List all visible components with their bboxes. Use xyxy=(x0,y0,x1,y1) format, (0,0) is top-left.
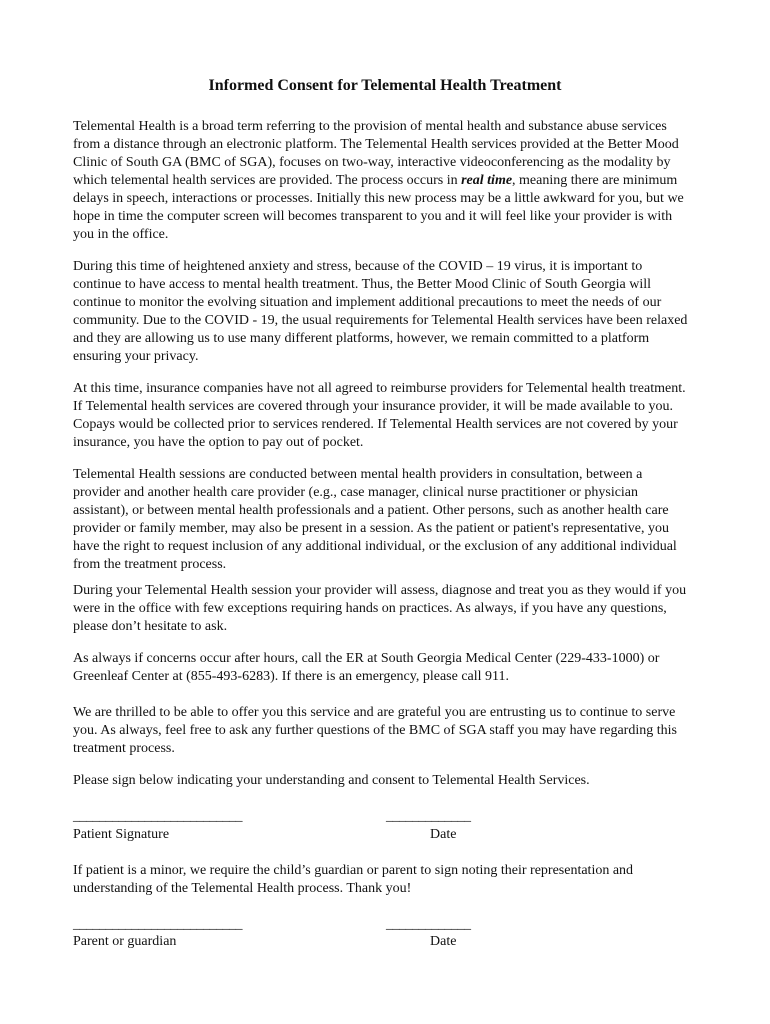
patient-signature-label: Patient Signature xyxy=(73,827,170,842)
session-participants-paragraph: Telemental Health sessions are conducted between mental health providers in consultation, between a provider and another health care provider (e.g., case manager, clinical nurse practitioner or physician assistant), or between mental health professionals and a patient. Other persons, such as another health care provider or family member, may also be present in a session. As the patient or patient's representative, you have the right to request inclusion of any additional individual, or the exclusion of any additional individual from the treatment process. xyxy=(73,467,677,572)
guardian-date-line[interactable]: _____________ xyxy=(386,917,471,932)
document-title: Informed Consent for Telemental Health Treatment xyxy=(208,77,562,94)
guardian-signature-label: Parent or guardian xyxy=(73,934,177,949)
guardian-signature-line[interactable]: __________________________ xyxy=(73,917,242,932)
intro-text-end: , meaning there are minimum delays in speech, interactions or processes. Initially this new process may be a little awkward for you, but we hope in time the computer screen will becomes transparent to you and it will feel like your provider is with you in the office. xyxy=(73,173,684,242)
guardian-date-label: Date xyxy=(430,934,457,949)
insurance-paragraph: At this time, insurance companies have not all agreed to reimburse providers for Telemental health treatment. If Telemental health services are covered through your insurance provider, it will be made available to you. Copays would be collected prior to services rendered. If Telemental Health services are not covered by your insurance, you have the option to pay out of pocket. xyxy=(73,381,686,450)
sign-instruction-paragraph: Please sign below indicating your understanding and consent to Telemental Health Services. xyxy=(73,773,590,788)
assessment-paragraph: During your Telemental Health session your provider will assess, diagnose and treat you as they would if you were in the office with few exceptions requiring hands on practices. As always, if you have any questions, please don’t hesitate to ask. xyxy=(73,583,687,634)
intro-paragraph xyxy=(73,118,693,244)
gratitude-paragraph: We are thrilled to be able to offer you this service and are grateful you are entrusting us to continue to serve you. As always, feel free to ask any further questions of the BMC of SGA staff you may have regarding this treatment process. xyxy=(73,705,677,756)
after-hours-paragraph: As always if concerns occur after hours, call the ER at South Georgia Medical Center (229-433-1000) or Greenleaf Center at (855-493-6283). If there is an emergency, please call 911. xyxy=(73,651,660,684)
covid-paragraph: During this time of heightened anxiety and stress, because of the COVID – 19 virus, it is important to continue to have access to mental health treatment. Thus, the Better Mood Clinic of South Georgia will continue to monitor the evolving situation and implement additional precautions to meet the needs of our community. Due to the COVID - 19, the usual requirements for Telemental Health services have been relaxed and they are allowing us to use many different platforms, however, we remain committed to a platform ensuring your privacy. xyxy=(73,259,688,364)
minor-paragraph: If patient is a minor, we require the child’s guardian or parent to sign noting their representation and understanding of the Telemental Health process. Thank you! xyxy=(73,863,634,896)
real-time-emphasis: real time xyxy=(461,173,513,188)
patient-date-line[interactable]: _____________ xyxy=(386,809,471,824)
patient-signature-line[interactable]: __________________________ xyxy=(73,809,242,824)
patient-date-label: Date xyxy=(430,827,457,842)
intro-text-start: Telemental Health is a broad term referring to the provision of mental health and substance abuse services from a distance through an electronic platform. The Telemental Health services provided at the Better Mood Clinic of South GA (BMC of SGA), focuses on two-way, interactive videoconferencing as the modality by which telemental health services are provided. The process occurs in xyxy=(73,119,679,188)
